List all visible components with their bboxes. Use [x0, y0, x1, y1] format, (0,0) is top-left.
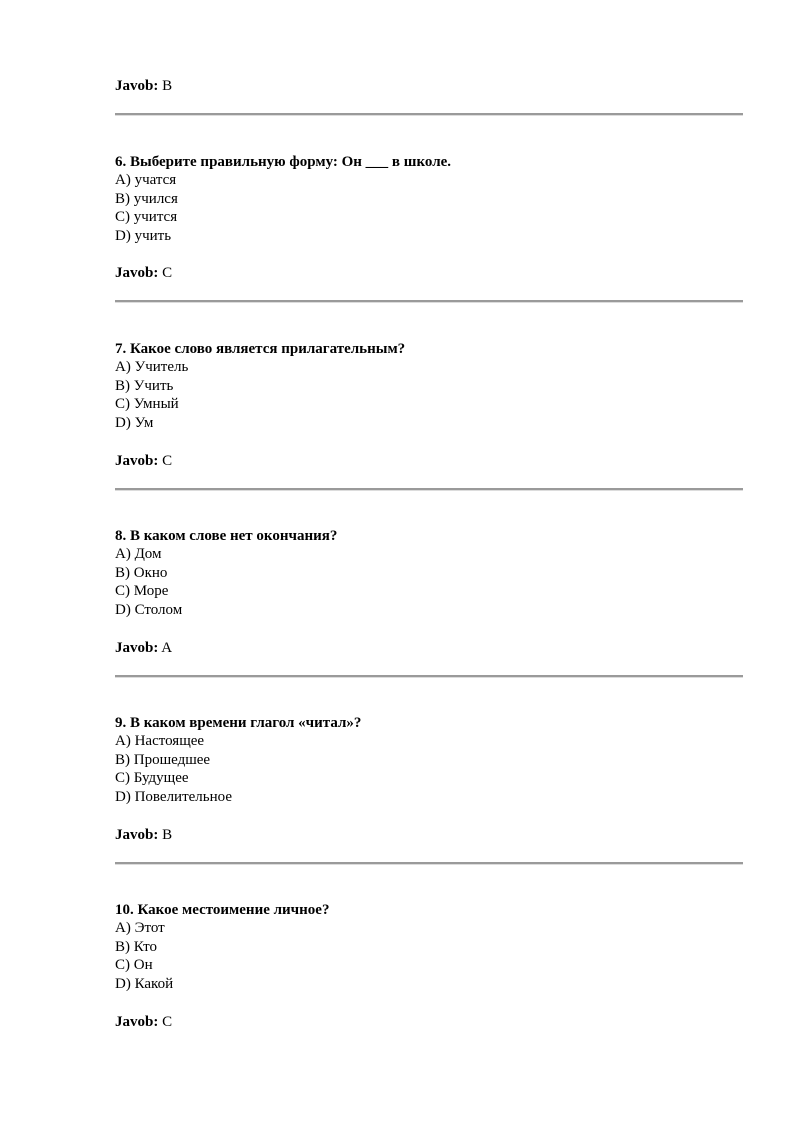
option-b: B) учился: [115, 190, 178, 207]
question-title: 7. Какое слово является прилагательным?: [115, 341, 406, 357]
answer-label: Javob:: [115, 1014, 159, 1030]
question-title: 6. Выберите правильную форму: Он ___ в школе.: [115, 154, 452, 170]
answer-line: [115, 452, 172, 470]
question-title: 9. В каком времени глагол «читал»?: [115, 715, 362, 731]
question-7: [115, 340, 743, 433]
option-a: A) Настоящее: [115, 733, 205, 749]
question-title: 10. Какое местоимение личное?: [115, 902, 330, 918]
option-d: D) Ум: [115, 415, 154, 432]
option-a: A) Учитель: [115, 359, 189, 375]
option-b: B) Учить: [115, 377, 174, 394]
answer-value: C: [162, 1014, 173, 1030]
question-9: [115, 714, 743, 807]
answer-value: C: [162, 265, 173, 281]
answer-line: [115, 639, 172, 657]
answer-line: [115, 77, 172, 95]
divider: [115, 113, 743, 116]
answer-value: C: [162, 453, 173, 469]
question-title: 8. В каком слове нет окончания?: [115, 528, 338, 544]
answer-line: [115, 826, 172, 844]
option-c: C) учится: [115, 209, 178, 226]
divider: [115, 300, 743, 303]
option-a: A) Дом: [115, 546, 162, 562]
answer-value: B: [162, 827, 173, 843]
option-c: C) Он: [115, 957, 153, 974]
answer-label: Javob:: [115, 78, 159, 94]
answer-label: Javob:: [115, 640, 159, 656]
option-b: B) Прошедшее: [115, 751, 211, 768]
option-d: D) учить: [115, 228, 172, 245]
option-d: D) Какой: [115, 976, 174, 993]
answer-label: Javob:: [115, 265, 159, 281]
option-b: B) Кто: [115, 938, 158, 955]
answer-line: [115, 1013, 172, 1031]
divider: [115, 862, 743, 865]
option-b: B) Окно: [115, 564, 168, 581]
answer-value: A: [161, 640, 173, 656]
option-d: D) Столом: [115, 602, 183, 619]
divider: [115, 488, 743, 491]
divider: [115, 675, 743, 678]
answer-value: B: [162, 78, 173, 94]
answer-line: [115, 264, 172, 282]
option-d: D) Повелительное: [115, 789, 232, 806]
question-6: [115, 153, 743, 246]
option-c: C) Будущее: [115, 770, 189, 787]
option-a: A) учатся: [115, 172, 177, 188]
option-c: C) Умный: [115, 396, 179, 413]
option-c: C) Море: [115, 583, 169, 600]
answer-label: Javob:: [115, 827, 159, 843]
option-a: A) Этот: [115, 920, 165, 936]
answer-label: Javob:: [115, 453, 159, 469]
question-8: [115, 527, 743, 620]
question-10: [115, 901, 743, 994]
